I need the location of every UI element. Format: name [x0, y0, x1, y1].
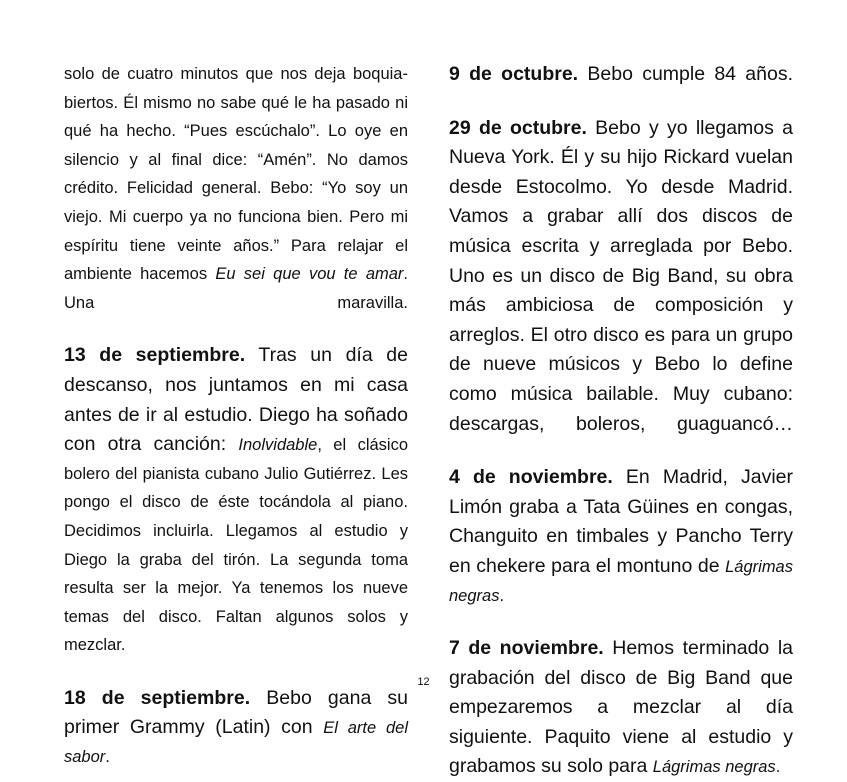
paragraph-text: .: [775, 758, 781, 777]
entry-date: 9 de octubre.: [449, 63, 579, 85]
song-title: Lágrimas negras: [652, 758, 776, 777]
entry-date: 18 de septiembre.: [64, 686, 251, 709]
paragraph-text: En Madrid, Javier Limón graba a Tata Güines en congas, Changuito en timbales y Pancho Terry en chekere para el montuno de: [449, 466, 793, 577]
diary-entry-29-octubre: [449, 114, 793, 440]
paragraph-text: Bebo cumple 84 años.: [578, 63, 793, 85]
paragraph-text: Hemos terminado la grabación del disco de Big Band que empezaremos a mezclar al día siguiente. Paquito viene al estudio y grabamos su solo para: [449, 637, 793, 778]
right-column: [449, 60, 793, 782]
song-title: Lágrimas negras: [449, 557, 793, 605]
diary-entry-4-noviembre: [449, 463, 793, 610]
entry-date: 29 de octubre.: [449, 116, 587, 139]
song-title: Eu sei que vou te amar: [215, 265, 404, 284]
entry-date: 4 de noviembre.: [449, 466, 613, 489]
paragraph-continuation: [64, 60, 408, 317]
paragraph-text: Bebo y yo llegamos a Nueva York. Él y su hijo Rickard vuelan desde Estocolmo. Yo desde Madrid. Vamos a grabar allí dos discos de música escrita y arreglada por Bebo. Uno es un disco de Big Band, su obra más ambiciosa de composición y arreglos. El otro disco es para un grupo de nueve músicos y Bebo lo define como música bailable. Muy cubano: descargas, boleros, guaguancó…: [449, 116, 793, 435]
paragraph-text: Tras un día de descanso, nos juntamos en mi casa antes de ir al estudio. Diego ha soñado con otra canción:: [64, 344, 408, 456]
diary-entry-9-octubre: [449, 60, 793, 90]
paragraph-text: Bebo gana su primer Grammy (Latin) con: [64, 686, 408, 739]
paragraph-text: .: [105, 748, 110, 767]
diary-entry-13-septiembre: [64, 341, 408, 660]
paragraph-text: , el clásico bolero del pianista cubano Julio Gutiérrez. Les pongo el disco de éste tocándola al piano. Decidimos incluirla. Llegamos al estudio y Diego la graba del tirón. La segunda toma resulta ser la mejor. Ya tenemos los nueve temas del disco. Faltan algunos solos y mezclar.: [64, 436, 408, 655]
entry-date: 7 de noviembre.: [449, 637, 604, 660]
left-column: [64, 60, 408, 772]
page-number: 12: [417, 676, 430, 688]
song-title: Inolvidable: [238, 436, 318, 455]
diary-entry-18-septiembre: [64, 684, 408, 772]
paragraph-text: .: [499, 586, 505, 605]
entry-date: 13 de septiembre.: [64, 344, 246, 367]
paragraph-text: solo de cuatro minutos que nos deja boquiabiertos. Él mismo no sabe qué le ha pasado ni qué ha hecho. “Pues escúchalo”. Lo oye en silencio y al final dice: “Amén”. No damos crédito. Felicidad general. Bebo: “Yo soy un viejo. Mi cuerpo ya no funciona bien. Pero mi espíritu tiene veinte años.” Para relajar el ambiente hacemos: [64, 65, 408, 284]
diary-entry-7-noviembre: [449, 634, 793, 782]
album-title: El arte del sabor: [64, 719, 408, 767]
paragraph-text: . Una maravilla.: [64, 265, 409, 312]
